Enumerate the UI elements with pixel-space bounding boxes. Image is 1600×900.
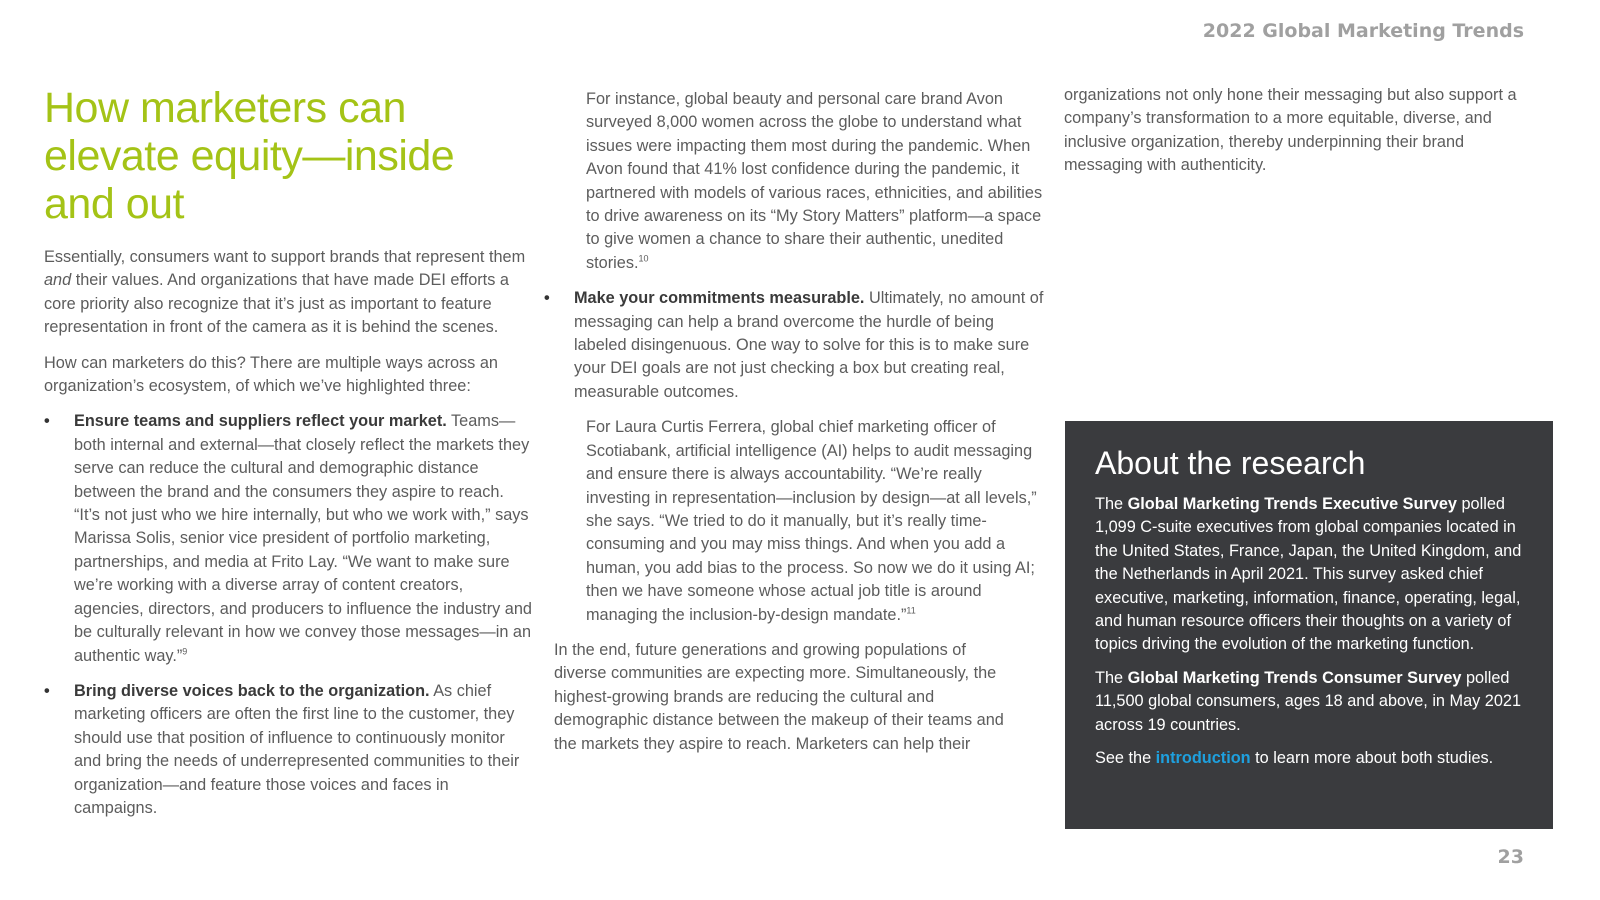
bullet-text-voices: As chief marketing officers are often the first line to the customer, they should use that position of influence to continuously monitor and bring the needs of underrepresented communities to their organization—and feature those voices and faces in campaigns. [74, 681, 520, 817]
about-research-box [1065, 421, 1553, 829]
bullet-title-measurable: Make your commitments measurable. [574, 289, 865, 308]
conclusion-paragraph: In the end, future generations and growing populations of diverse communities are expecting more. Simultaneously, the highest-growing brands are reducing the cultural and demographic distance between the makeup of their teams and the markets they aspire to reach. Marketers can help their [554, 640, 1004, 753]
consumer-survey-text: polled 11,500 global consumers, ages 18 and above, in May 2021 across 19 countries. [1095, 668, 1522, 734]
bullet-item-teams [44, 410, 534, 667]
bullet-title-teams: Ensure teams and suppliers reflect your market. [74, 412, 447, 431]
footnote-ref-11[interactable]: 11 [906, 605, 916, 616]
column-left [44, 84, 534, 832]
avon-text: For instance, global beauty and personal care brand Avon surveyed 8,000 women across the globe to understand what issues were impacting them most during the pandemic. When Avon found that 41% lost confidence during the pandemic, it partnered with models of various races, ethnicities, and abilities to drive awareness on its “My Story Matters” platform—a space to give women a chance to share their authentic, unedited stories. [586, 90, 1043, 272]
executive-survey-name: Global Marketing Trends Executive Survey [1127, 495, 1457, 513]
bullet-item-voices [44, 680, 534, 820]
consumer-survey-name: Global Marketing Trends Consumer Survey [1127, 668, 1462, 687]
consumer-survey-paragraph [1095, 667, 1525, 737]
bullet-marker: • [44, 412, 50, 431]
see-prefix: See the [1095, 749, 1156, 768]
executive-survey-paragraph [1095, 493, 1525, 657]
executive-survey-text: polled 1,099 C-suite executives from global companies located in the United States, France, Japan, the United Kingdom, and the Netherlands in April 2021. This survey asked chief executive, marketing, information, finance, operating, legal, and human resource officers their thoughts on a variety of topics driving the evolution of the marketing function. [1095, 495, 1522, 654]
footnote-ref-10[interactable]: 10 [638, 253, 649, 264]
bullet-title-voices: Bring diverse voices back to the organization. [74, 681, 430, 700]
page-number: 23 [1497, 846, 1524, 868]
bullet-marker: • [44, 681, 50, 700]
see-introduction-paragraph [1095, 747, 1525, 770]
introduction-link[interactable]: introduction [1155, 749, 1251, 768]
intro-emphasis: and [44, 271, 72, 290]
bullet-text-teams: Teams—both internal and external—that closely reflect the markets they serve can reduce the cultural and demographic distance between the brand and the consumers they aspire to reach. “It’s not just who we hire internally, but who we work with,” says Marissa Solis, senior vice president of portfolio marketing, partnerships, and media at Frito Lay. “We want to make sure we’re working with a diverse array of content creators, agencies, directors, and producers to influence the industry and be culturally relevant in how we convey those messages—in an authentic way.” [74, 412, 532, 665]
bullet-item-measurable [544, 287, 1046, 404]
section-headline: How marketers can elevate equity—inside and out [44, 84, 455, 228]
footnote-ref-9[interactable]: 9 [182, 646, 188, 657]
document-header-title: 2022 Global Marketing Trends [1202, 20, 1524, 42]
bullet-marker: • [544, 289, 550, 308]
continuation-paragraph: organizations not only hone their messaging but also support a company’s transformation to a more equitable, diverse, and inclusive organization, thereby underpinning their brand messaging with authenticity. [1064, 86, 1517, 175]
avon-paragraph [554, 88, 1046, 275]
scotiabank-paragraph [554, 416, 1046, 627]
column-right [1064, 84, 1542, 190]
intro-paragraph [44, 246, 534, 340]
exec-prefix: The [1095, 495, 1128, 513]
research-box-title: About the research [1095, 445, 1366, 481]
see-suffix: to learn more about both studies. [1250, 749, 1494, 768]
scotiabank-text: For Laura Curtis Ferrera, global chief marketing officer of Scotiabank, artificial intelligence (AI) helps to audit messaging and ensure there is always accountability. “We’re really investing in representation—inclusion by design—at all levels,” she says. “We tried to do it manually, but it’s really time-consuming and you may miss things. And when you add a human, you add bias to the process. So now we do it using AI; then we have someone whose actual job title is around managing the inclusion-by-design mandate.” [586, 418, 1037, 624]
bullet-text-measurable: Ultimately, no amount of messaging can help a brand overcome the hurdle of being labeled disingenuous. One way to solve for this is to make sure your DEI goals are not just checking a box but creating real, measurable outcomes. [574, 289, 1044, 401]
ways-paragraph: How can marketers do this? There are multiple ways across an organization’s ecosystem, of which we’ve highlighted three: [44, 353, 498, 396]
intro-text-b: their values. And organizations that have made DEI efforts a core priority also recognize that it’s just as important to feature representation in front of the camera as it is behind the scenes. [44, 271, 509, 337]
column-middle [544, 88, 1046, 768]
consumer-prefix: The [1095, 668, 1128, 687]
intro-text-a: Essentially, consumers want to support brands that represent them [44, 248, 526, 266]
